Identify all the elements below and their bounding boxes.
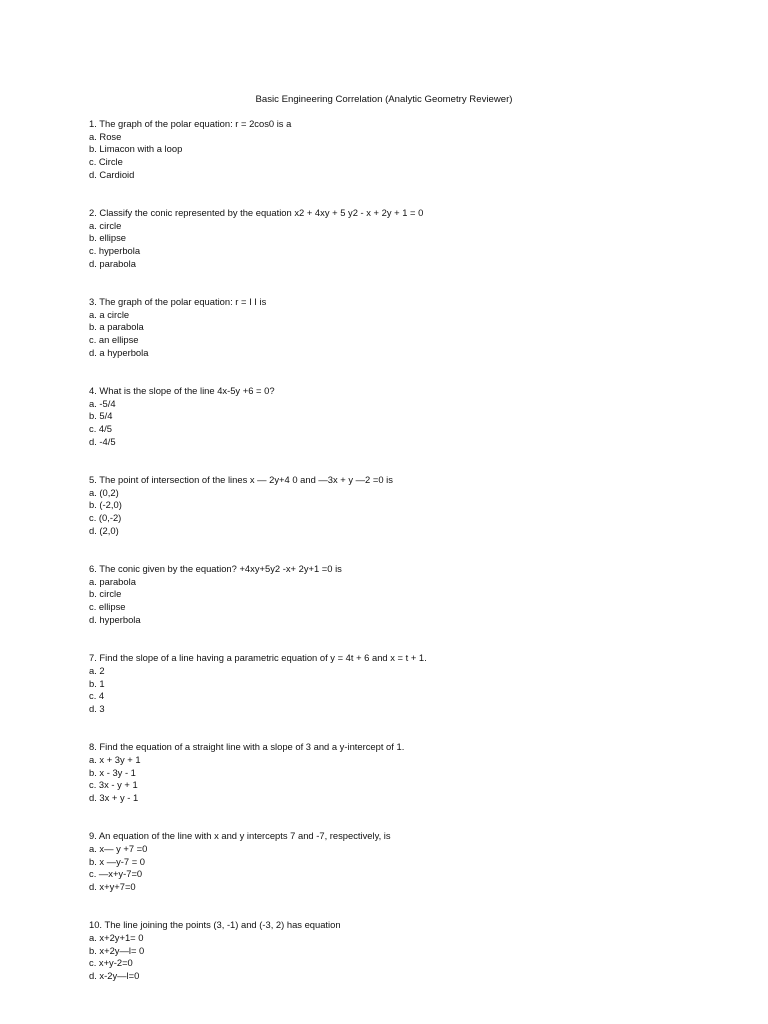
option-b: b. 5/4	[89, 410, 113, 422]
question-7	[89, 652, 689, 716]
option-b: b. circle	[89, 588, 122, 600]
option-a: a. parabola	[89, 575, 136, 587]
option-a: a. circle	[89, 219, 122, 231]
option-d: d. -4/5	[89, 435, 116, 447]
question-4	[89, 385, 689, 449]
option-b: b. x+2y—l= 0	[89, 944, 145, 956]
question-list	[89, 118, 689, 1008]
option-a: a. (0,2)	[89, 486, 119, 498]
option-b: b. x —y-7 = 0	[89, 855, 146, 867]
option-b: b. a parabola	[89, 321, 144, 333]
question-2	[89, 207, 689, 271]
question-5	[89, 474, 689, 538]
option-c: c. —x+y-7=0	[89, 868, 143, 880]
question-text: 2. Classify the conic represented by the equation x2 + 4xy + 5 y2 - x + 2y + 1 = 0	[89, 207, 424, 219]
option-a: a. x + 3y + 1	[89, 753, 141, 765]
option-d: d. x+y+7=0	[89, 880, 136, 892]
option-b: b. x - 3y - 1	[89, 766, 136, 778]
question-text: 3. The graph of the polar equation: r = I I is	[89, 296, 267, 308]
option-a: a. x— y +7 =0	[89, 842, 148, 854]
question-3	[89, 296, 689, 360]
option-c: c. (0,-2)	[89, 512, 122, 524]
option-c: c. ellipse	[89, 601, 126, 613]
option-c: c. x+y-2=0	[89, 957, 133, 969]
option-a: a. x+2y+1= 0	[89, 931, 144, 943]
question-text: 9. An equation of the line with x and y intercepts 7 and -7, respectively, is	[89, 830, 391, 842]
option-b: b. 1	[89, 677, 105, 689]
question-text: 1. The graph of the polar equation: r = 2cos0 is a	[89, 118, 292, 129]
option-c: c. 4	[89, 690, 105, 702]
option-d: d. parabola	[89, 257, 136, 269]
option-c: c. Circle	[89, 156, 123, 168]
option-b: b. ellipse	[89, 232, 127, 244]
question-text: 7. Find the slope of a line having a parametric equation of y = 4t + 6 and x = t + 1.	[89, 652, 427, 664]
option-a: a. Rose	[89, 130, 122, 142]
option-d: d. 3	[89, 702, 105, 714]
question-text: 4. What is the slope of the line 4x-5y +6 = 0?	[89, 385, 275, 397]
option-b: b. (-2,0)	[89, 499, 122, 511]
question-10	[89, 919, 689, 983]
question-text: 6. The conic given by the equation? +4xy+5y2 -x+ 2y+1 =0 is	[89, 563, 342, 575]
document-title: Basic Engineering Correlation (Analytic Geometry Reviewer)	[255, 94, 513, 105]
question-6	[89, 563, 689, 627]
option-d: d. x-2y—l=0	[89, 969, 140, 981]
option-d: d. (2,0)	[89, 524, 119, 536]
option-d: d. 3x + y - 1	[89, 791, 139, 803]
option-d: d. hyperbola	[89, 613, 141, 625]
option-b: b. Limacon with a loop	[89, 143, 183, 155]
option-c: c. an ellipse	[89, 334, 139, 346]
question-8	[89, 741, 689, 805]
option-a: a. -5/4	[89, 397, 116, 409]
option-a: a. a circle	[89, 308, 130, 320]
question-text: 5. The point of intersection of the lines x — 2y+4 0 and —3x + y —2 =0 is	[89, 474, 393, 486]
question-text: 10. The line joining the points (3, -1) and (-3, 2) has equation	[89, 919, 341, 931]
question-text: 8. Find the equation of a straight line with a slope of 3 and a y-intercept of 1.	[89, 741, 405, 753]
option-d: d. a hyperbola	[89, 346, 149, 358]
question-9	[89, 830, 689, 894]
question-1	[89, 118, 689, 182]
option-a: a. 2	[89, 664, 105, 676]
option-c: c. hyperbola	[89, 245, 141, 257]
option-c: c. 3x - y + 1	[89, 779, 138, 791]
option-c: c. 4/5	[89, 423, 112, 435]
option-d: d. Cardioid	[89, 168, 135, 180]
